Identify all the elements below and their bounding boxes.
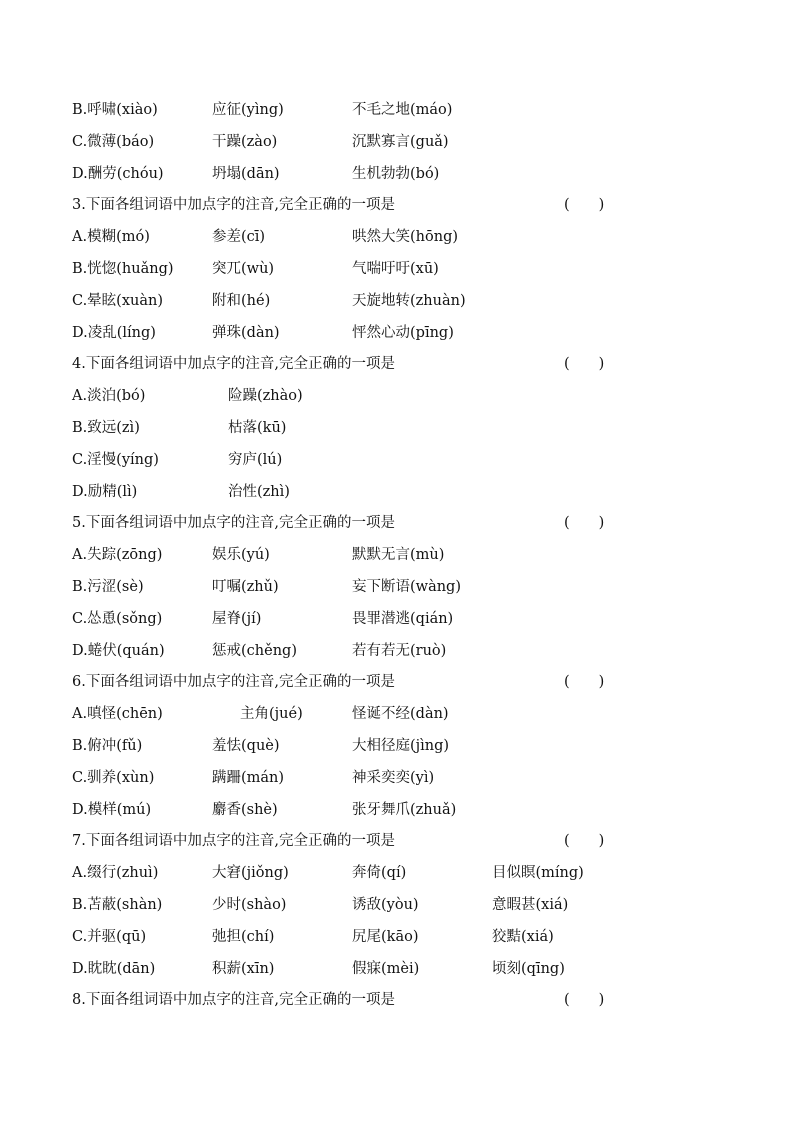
question-stem: 7.下面各组词语中加点字的注音,完全正确的一项是 <box>72 833 395 850</box>
option-word: 怦然心动(pīng) <box>352 324 454 341</box>
answer-blank: ( ) <box>564 197 605 214</box>
answer-option-line <box>72 416 772 440</box>
option-word: 弛担(chí) <box>212 928 275 945</box>
option-word: 天旋地转(zhuàn) <box>352 292 466 309</box>
option-label-word: D.酬劳(chóu) <box>72 165 164 182</box>
option-word: 治性(zhì) <box>228 483 290 500</box>
option-word: 麝香(shè) <box>212 801 278 818</box>
option-label-word: B.致远(zì) <box>72 420 140 436</box>
option-word: 假寐(mèi) <box>352 960 420 977</box>
answer-option-line <box>72 893 772 917</box>
answer-option-line <box>72 734 772 758</box>
option-word: 险躁(zhào) <box>228 388 303 405</box>
option-label-word: D.模样(mú) <box>72 801 152 818</box>
option-word: 若有若无(ruò) <box>352 642 447 659</box>
option-word: 不毛之地(máo) <box>352 102 453 118</box>
option-label-word: A.失踪(zōng) <box>72 547 163 564</box>
option-word: 诱敌(yòu) <box>352 897 419 913</box>
option-label-word: A.淡泊(bó) <box>72 388 146 405</box>
answer-option-line <box>72 639 772 663</box>
option-word: 大窘(jiǒng) <box>212 865 289 882</box>
option-label-word: B.苫蔽(shàn) <box>72 897 163 913</box>
question-stem-line <box>72 352 772 376</box>
option-word: 突兀(wù) <box>212 261 275 277</box>
answer-blank: ( ) <box>564 356 605 373</box>
option-label-word: B.恍惚(huǎng) <box>72 261 174 277</box>
question-stem-line <box>72 193 772 217</box>
answer-option-line <box>72 162 772 186</box>
option-label-word: C.怂恿(sǒng) <box>72 610 163 627</box>
answer-option-line <box>72 289 772 313</box>
option-word: 生机勃勃(bó) <box>352 165 440 182</box>
option-word: 哄然大笑(hōng) <box>352 229 459 246</box>
option-word: 神采奕奕(yì) <box>352 769 435 786</box>
answer-option-line <box>72 702 772 726</box>
answer-option-line <box>72 925 772 949</box>
answer-option-line <box>72 257 772 281</box>
answer-option-line <box>72 480 772 504</box>
option-word: 尻尾(kāo) <box>352 928 419 945</box>
option-word: 枯落(kū) <box>228 420 287 436</box>
option-word: 娱乐(yú) <box>212 547 270 564</box>
option-word: 叮嘱(zhǔ) <box>212 579 279 595</box>
option-word: 参差(cī) <box>212 229 266 246</box>
option-word: 弹珠(dàn) <box>212 324 280 341</box>
option-word: 干躁(zào) <box>212 133 278 150</box>
option-word: 意暇甚(xiá) <box>492 897 569 913</box>
option-word: 默默无言(mù) <box>352 547 445 564</box>
option-word: 屋脊(jí) <box>212 610 262 627</box>
answer-blank: ( ) <box>564 992 605 1009</box>
answer-option-line <box>72 575 772 599</box>
question-stem-line <box>72 829 772 853</box>
option-word: 主角(jué) <box>240 706 303 723</box>
option-label-word: C.晕眩(xuàn) <box>72 292 164 309</box>
answer-option-line <box>72 861 772 885</box>
option-word: 积薪(xīn) <box>212 960 275 977</box>
option-word: 畏罪潜逃(qián) <box>352 610 454 627</box>
answer-option-line <box>72 448 772 472</box>
option-label-word: D.眈眈(dān) <box>72 960 156 977</box>
option-label-word: C.并驱(qū) <box>72 928 147 945</box>
question-stem: 4.下面各组词语中加点字的注音,完全正确的一项是 <box>72 356 395 373</box>
answer-option-line <box>72 607 772 631</box>
option-word: 坍塌(dān) <box>212 165 280 182</box>
option-label-word: C.微薄(báo) <box>72 133 155 150</box>
answer-option-line <box>72 957 772 981</box>
option-label-word: A.缀行(zhuì) <box>72 865 159 882</box>
option-word: 沉默寡言(guǎ) <box>352 133 449 150</box>
option-label-word: C.驯养(xùn) <box>72 769 155 786</box>
option-word: 应征(yìng) <box>212 102 284 118</box>
option-word: 奔倚(qí) <box>352 865 407 882</box>
option-word: 狡黠(xiá) <box>492 928 554 945</box>
option-label-word: C.淫慢(yíng) <box>72 451 159 468</box>
question-stem-line <box>72 988 772 1012</box>
option-word: 惩戒(chěng) <box>212 642 297 659</box>
question-stem-line <box>72 511 772 535</box>
answer-option-line <box>72 384 772 408</box>
option-label-word: B.俯冲(fǔ) <box>72 738 143 754</box>
option-word: 少时(shào) <box>212 897 287 913</box>
answer-option-line <box>72 225 772 249</box>
question-stem: 6.下面各组词语中加点字的注音,完全正确的一项是 <box>72 674 395 691</box>
option-label-word: D.蜷伏(quán) <box>72 642 165 659</box>
answer-blank: ( ) <box>564 833 605 850</box>
option-word: 妄下断语(wàng) <box>352 579 461 595</box>
option-label-word: A.模糊(mó) <box>72 229 150 246</box>
answer-option-line <box>72 130 772 154</box>
option-label-word: A.嗔怪(chēn) <box>72 706 163 723</box>
question-stem: 8.下面各组词语中加点字的注音,完全正确的一项是 <box>72 992 395 1009</box>
option-word: 大相径庭(jìng) <box>352 738 450 754</box>
option-label-word: D.励精(lì) <box>72 483 138 500</box>
option-word: 气喘吁吁(xū) <box>352 261 439 277</box>
option-word: 目似瞑(míng) <box>492 865 584 882</box>
answer-option-line <box>72 321 772 345</box>
option-word: 怪诞不经(dàn) <box>352 706 449 723</box>
question-stem: 3.下面各组词语中加点字的注音,完全正确的一项是 <box>72 197 395 214</box>
option-word: 张牙舞爪(zhuǎ) <box>352 801 457 818</box>
answer-option-line <box>72 98 772 122</box>
option-label-word: B.污涩(sè) <box>72 579 144 595</box>
answer-blank: ( ) <box>564 515 605 532</box>
answer-option-line <box>72 798 772 822</box>
option-word: 蹒跚(mán) <box>212 769 285 786</box>
option-word: 穷庐(lú) <box>228 451 283 468</box>
option-word: 顷刻(qīng) <box>492 960 565 977</box>
option-label-word: B.呼啸(xiào) <box>72 102 158 118</box>
question-stem-line <box>72 670 772 694</box>
option-word: 羞怯(què) <box>212 738 280 754</box>
answer-option-line <box>72 543 772 567</box>
answer-option-line <box>72 766 772 790</box>
option-word: 附和(hé) <box>212 292 271 309</box>
option-label-word: D.凌乱(líng) <box>72 324 156 341</box>
answer-blank: ( ) <box>564 674 605 691</box>
question-stem: 5.下面各组词语中加点字的注音,完全正确的一项是 <box>72 515 395 532</box>
